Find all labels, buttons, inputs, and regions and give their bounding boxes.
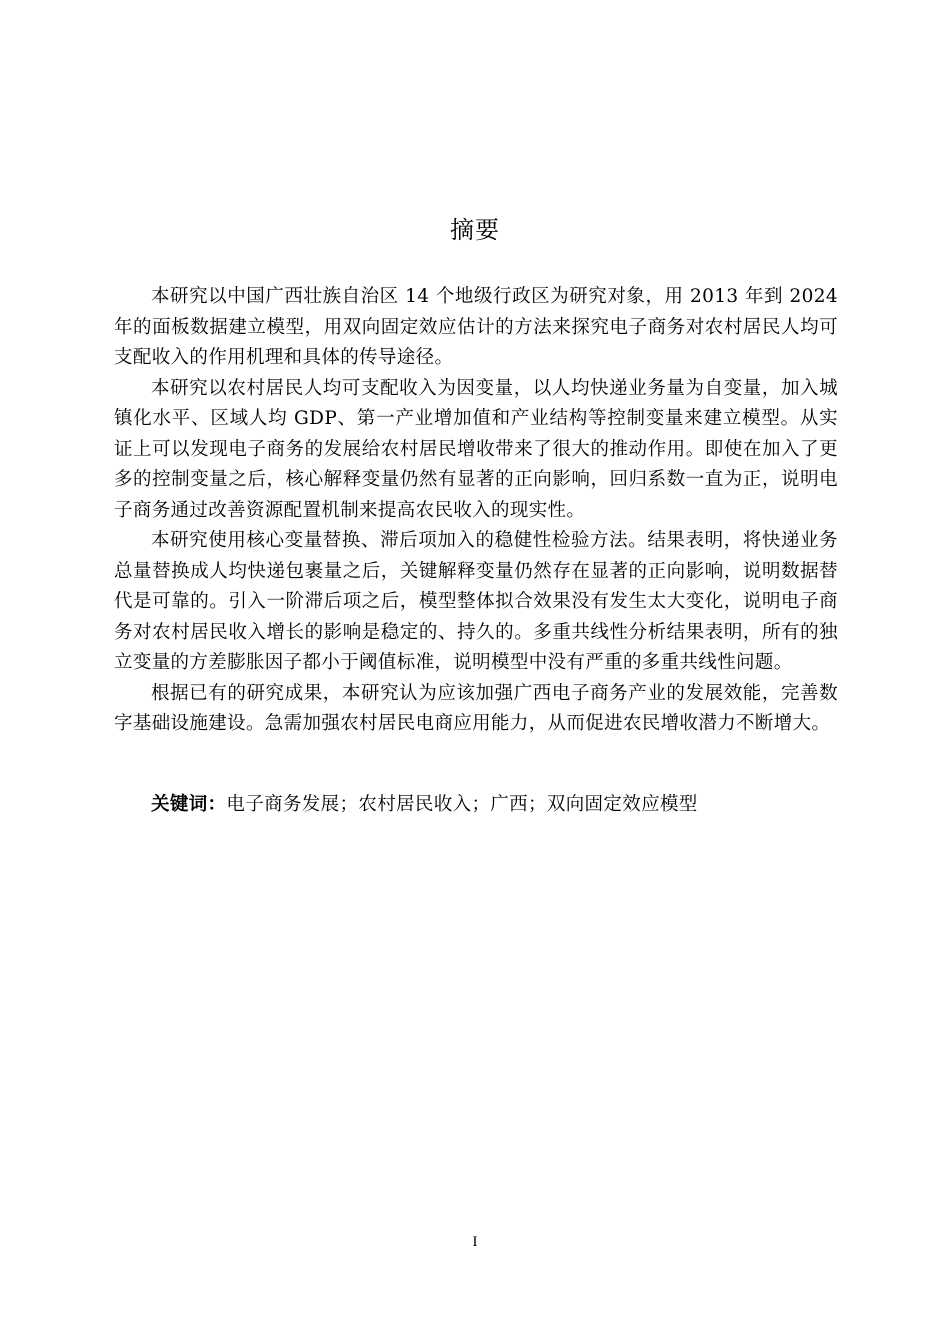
abstract-title: 摘要: [450, 216, 500, 244]
abstract-paragraph-2: 本研究以农村居民人均可支配收入为因变量，以人均快递业务量为自变量，加入城镇化水平、区域人均 GDP、第一产业增加值和产业结构等控制变量来建立模型。从实证上可以发现电子商务的发展给农村居民增收带来了很大的推动作用。即使在加入了更多的控制变量之后，核心解释变量仍然有显著的正向影响，回归系数一直为正，说明电子商务通过改善资源配置机制来提高农民收入的现实性。: [114, 377, 838, 521]
abstract-paragraph-3: 本研究使用核心变量替换、滞后项加入的稳健性检验方法。结果表明，将快递业务总量替换成人均快递包裹量之后，关键解释变量仍然存在显著的正向影响，说明数据替代是可靠的。引入一阶滞后项之后，模型整体拟合效果没有发生太大变化，说明电子商务对农村居民收入增长的影响是稳定的、持久的。多重共线性分析结果表明，所有的独立变量的方差膨胀因子都小于阈值标准，说明模型中没有严重的多重共线性问题。: [114, 530, 838, 673]
keywords-line: [151, 790, 698, 820]
abstract-paragraph-1: 本研究以中国广西壮族自治区 14 个地级行政区为研究对象，用 2013 年到 2024 年的面板数据建立模型，用双向固定效应估计的方法来探究电子商务对农村居民人均可支配收入的作用机理和具体的传导途径。: [114, 286, 838, 368]
page-number: I: [472, 1234, 478, 1250]
abstract-body: [114, 282, 838, 740]
keywords-label: 关键词：: [151, 794, 227, 815]
keywords-text: 电子商务发展；农村居民收入；广西；双向固定效应模型: [226, 794, 698, 815]
abstract-paragraph-4: 根据已有的研究成果，本研究认为应该加强广西电子商务产业的发展效能，完善数字基础设施建设。急需加强农村居民电商应用能力，从而促进农民增收潜力不断增大。: [114, 682, 838, 734]
